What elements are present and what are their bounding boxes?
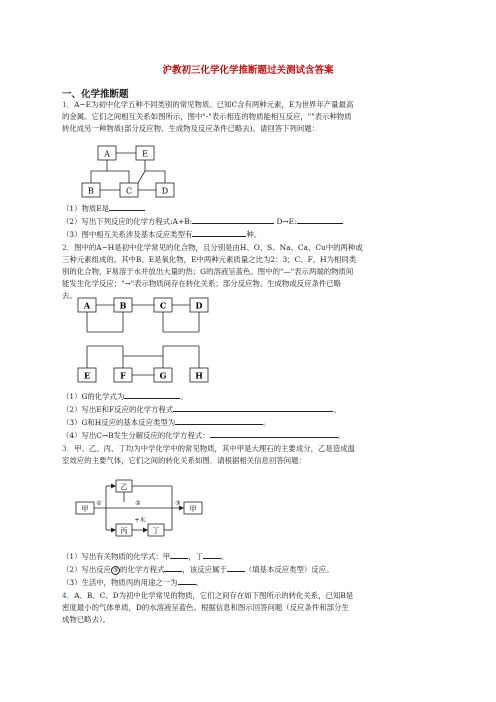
q4-number: 4． <box>62 591 75 600</box>
q2-sub2: （2）写出E和F反应的化学方程式 。 <box>62 405 341 414</box>
q1-node-label: C <box>125 186 133 196</box>
q2-node-c: C <box>159 300 167 311</box>
q2-sub4: （4）写出C→B发生分解反应的化学方程式： 。 <box>62 431 346 440</box>
q2-stem-line3: 别的化合物，F易溶于水并放出大量的热；G的溶液呈蓝色。图中的"—"表示两端的物质间 <box>62 267 354 276</box>
q3-node-bing: 丙 <box>120 527 128 535</box>
q3-sub3: （3）生活中，物质丙的用途之一为 。 <box>62 578 203 587</box>
q2-number: 2． <box>62 243 75 252</box>
q3-stem-line1: 3．甲、乙、丙、丁均为中学化学中的常见物质，其中甲是大理石的主要成分，乙是造成温 <box>62 444 355 453</box>
q4-stem-line2: 密度最小的气体单质，D的水溶液呈蓝色。根据信息和图示回答问题（反应条件和部分生 <box>62 603 349 612</box>
q1-stem-line2: 的金属。它们之间相互关系如图所示，图中"-"表示相连的物质能相互反应，""表示种物质 <box>62 112 352 121</box>
q2-node-a: A <box>83 300 91 311</box>
q1-sub1: （1）物质E是 <box>62 202 442 214</box>
q1-node-label: D <box>161 186 169 196</box>
q3-node-ding: 丁 <box>152 527 160 535</box>
q2-node-b: B <box>119 300 127 311</box>
q3-label-1: ① <box>96 500 102 507</box>
q2-stem-line5: 去。 <box>62 291 77 300</box>
q2-stem-line2: 三种元素组成的。其中B、E是氧化物，E中两种元素质量之比为2：3；C、F、H为相同类 <box>62 255 357 264</box>
q2-diagram <box>76 296 212 386</box>
q3-node-jia: 甲 <box>81 505 89 513</box>
q3-label-water: +水 <box>134 517 146 524</box>
q2-stem-line4: 能发生化学反应；"→"表示物质间存在转化关系；部分反应物、生成物或反应条件已略 <box>62 279 342 288</box>
q2-node-d: D <box>195 300 203 311</box>
q3-node-jia2: 甲 <box>189 505 197 513</box>
q3-stem-line2: 室效应的主要气体，它们之间的转化关系如图．请根据相关信息回答问题： <box>62 456 306 465</box>
q4-stem-line1: 4．A、B、C、D为初中化学常见的物质，它们之间存在如下图所示的转化关系，已知B是 <box>62 591 354 600</box>
q3-label-3: ③ <box>175 500 181 507</box>
q1-stem-line3: 转化成另一种物质(部分反应物、生成物及反应条件已略去)。请回答下列问题： <box>62 124 320 133</box>
q2-node-g: G <box>159 370 167 381</box>
q2-sub1: （1）G的化学式为 。 <box>62 392 188 401</box>
q2-stem-line1: 2．图中的A~H是初中化学常见的化合物，且分别是由H、O、S、Na、Ca、Cu中的两种或 <box>62 243 363 252</box>
q1-stem-line1: 1．A~E为初中化学五种不同类别的常见物质。已知C含有两种元素，E为世界年产量最高 <box>62 100 354 109</box>
q1-node-label: A <box>104 149 110 159</box>
q1-sub2: （2）写出下列反应的化学方程式:A+B: D→E: <box>62 215 442 227</box>
q2-node-h: H <box>195 370 203 381</box>
q1-node-label: E <box>142 149 148 159</box>
q2-sub3: （3）G和H反应的基本反应类型为 。 <box>62 418 271 427</box>
q2-node-f: F <box>120 370 126 381</box>
q3-diagram <box>72 478 212 542</box>
q4-stem-line3: 成物已略去）。 <box>62 615 111 624</box>
q2-node-e: E <box>83 370 91 381</box>
document-title: 沪教初三化学化学推断题过关测试含答案 <box>162 65 334 76</box>
q1-sub3: （3）图中相互关系涉及基本反应类型有 种。 <box>62 230 262 239</box>
q3-sub1: （1）写出有关物质的化学式：甲 ，丁 。 <box>62 552 229 561</box>
q3-sub2: （2）写出反应 ③ 的化学方程式 ，该反应属于 （填基本反应类型）反应。 <box>62 565 334 574</box>
q1-number: 1． <box>62 100 75 109</box>
section-heading: 一、化学推断题 <box>62 89 129 100</box>
q3-number: 3． <box>62 444 75 453</box>
q1-node-label: B <box>88 186 94 196</box>
q3-node-yi: 乙 <box>120 483 128 491</box>
q3-label-2: ② <box>135 500 141 507</box>
q1-diagram <box>78 143 188 201</box>
